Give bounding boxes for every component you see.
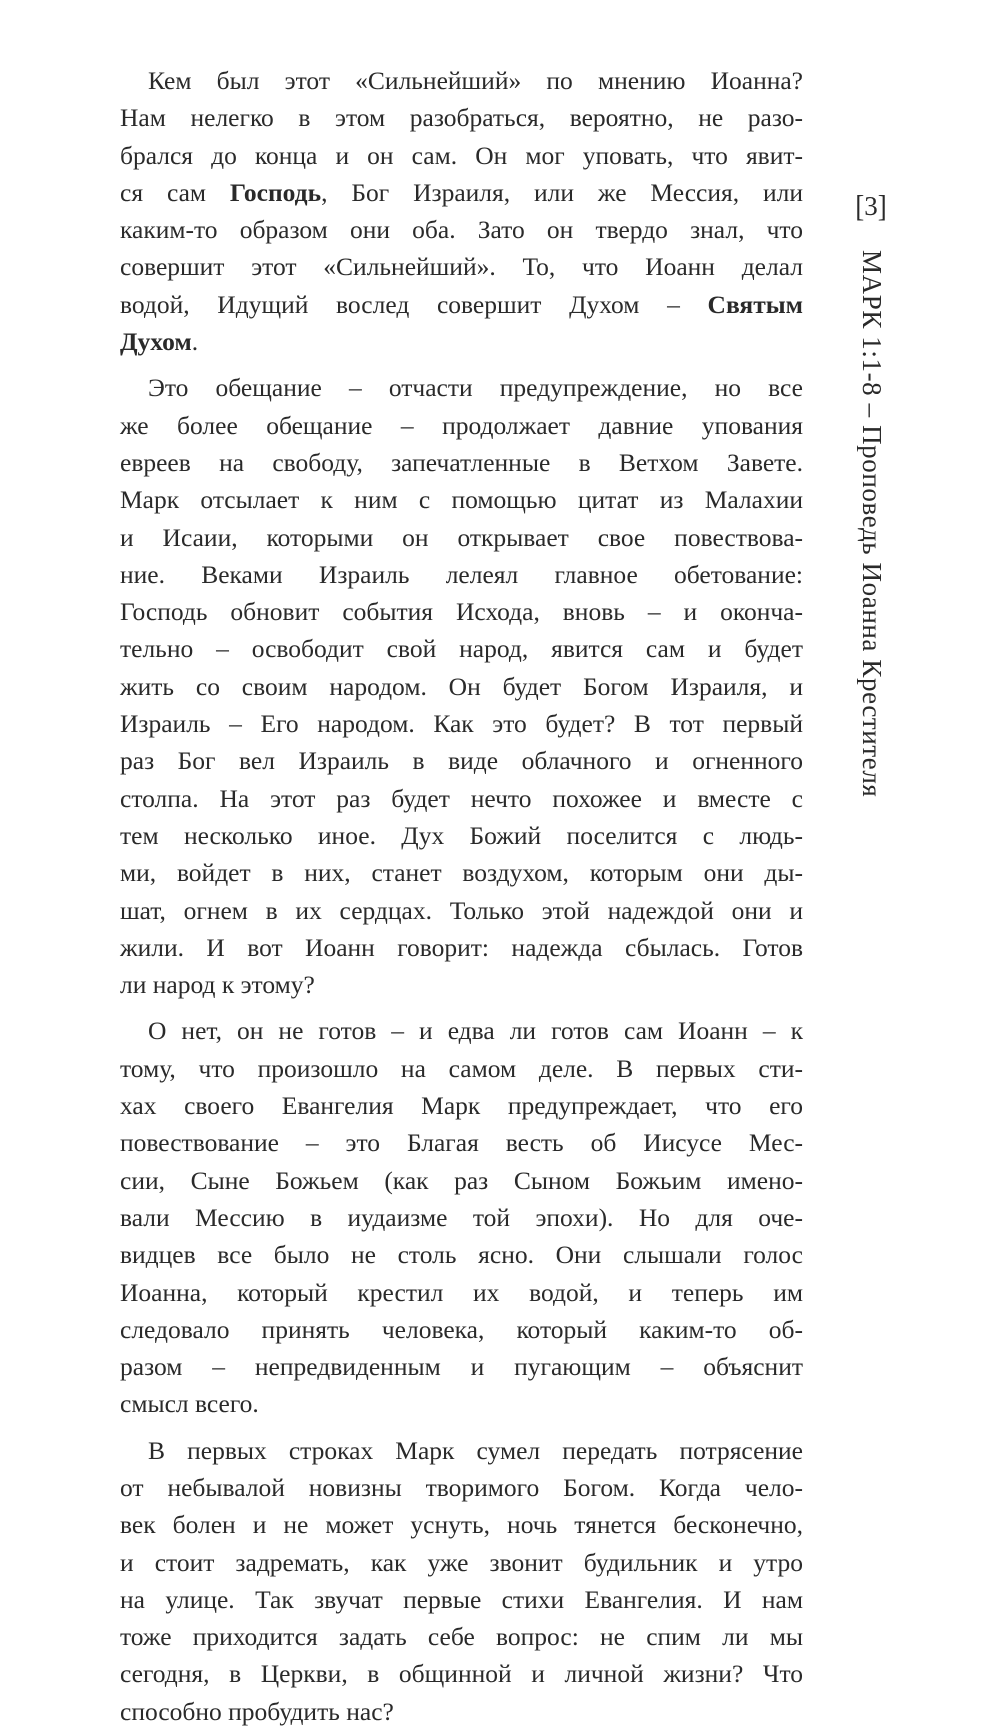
text-line <box>120 1655 803 1692</box>
text-run: О нет, он не готов – и едва ли готов сам Иоанн – к <box>148 1016 803 1046</box>
text-run: каким-то образом они оба. Зато он твердо знал, что <box>120 215 803 245</box>
text-line <box>120 1236 803 1273</box>
text-run: от небывалой новизны творимого Богом. Когда чело- <box>120 1472 803 1502</box>
left-bracket-glyph: [ <box>855 188 865 224</box>
text-line <box>120 444 803 481</box>
text-run: на улице. Так звучат первые стихи Евангелия. И нам <box>120 1584 803 1614</box>
text-run: столпа. На этот раз будет нечто похожее и вместе с <box>120 783 803 813</box>
text-run: ся сам <box>120 177 230 207</box>
text-run: и Исаии, которыми он открывает свое повествова- <box>120 522 803 552</box>
text-line <box>120 1544 803 1581</box>
text-run: шат, огнем в их сердцах. Только этой надеждой они и <box>120 895 803 925</box>
text-run: способно пробудить нас? <box>120 1696 394 1726</box>
text-run: ли народ к этому? <box>120 970 315 1000</box>
text-run: Нам нелегко в этом разобраться, вероятно, не разо- <box>120 103 803 133</box>
text-line <box>120 99 803 136</box>
text-line <box>120 174 803 211</box>
text-run: жить со своим народом. Он будет Богом Израиля, и <box>120 671 803 701</box>
text-line <box>120 892 803 929</box>
text-run: тоже приходится задать себе вопрос: не спим ли мы <box>120 1622 803 1652</box>
text-line <box>120 1581 803 1618</box>
text-line <box>120 323 803 360</box>
text-run: совершит этот «Сильнейший». То, что Иоанн делал <box>120 252 803 282</box>
running-title-vertical: МАРК 1:1-8 – Проповедь Иоанна Крестителя <box>857 250 887 798</box>
text-line <box>120 286 803 323</box>
text-run: вали Мессию в иудаизме той эпохи). Но для оче- <box>120 1202 803 1232</box>
text-line <box>120 1274 803 1311</box>
text-run: ние. Веками Израиль лелеял главное обетование: <box>120 559 803 589</box>
text-line <box>120 1012 803 1049</box>
text-line <box>120 1506 803 1543</box>
text-line <box>120 369 803 406</box>
text-line <box>120 1162 803 1199</box>
text-run: брался до конца и он сам. Он мог уповать, что явит- <box>120 140 803 170</box>
text-line <box>120 407 803 444</box>
bold-text: Духом <box>120 327 192 357</box>
text-run: хах своего Евангелия Марк предупреждает, что его <box>120 1091 803 1121</box>
text-run: Кем был этот «Сильнейший» по мнению Иоанна? <box>148 66 803 95</box>
text-line <box>120 248 803 285</box>
text-line <box>120 780 803 817</box>
text-run: В первых строках Марк сумел передать потрясение <box>148 1435 803 1465</box>
text-run: Иоанна, который крестил их водой, и теперь им <box>120 1277 803 1307</box>
text-line <box>120 1693 803 1730</box>
text-run: Это обещание – отчасти предупреждение, но все <box>148 373 803 403</box>
text-run: видцев все было не столь ясно. Они слышали голос <box>120 1240 803 1270</box>
text-line <box>120 966 803 1003</box>
text-line <box>120 817 803 854</box>
text-line <box>120 1348 803 1385</box>
page-number: 3 <box>864 191 878 221</box>
text-line <box>120 929 803 966</box>
text-line <box>120 519 803 556</box>
text-line <box>120 1199 803 1236</box>
bold-text: Господь <box>229 177 322 207</box>
page-number-marker <box>846 186 896 226</box>
text-line <box>120 705 803 742</box>
text-run: же более обещание – продолжает давние упования <box>120 410 803 440</box>
text-run: повествование – это Благая весть об Иисусе Мес- <box>120 1128 803 1158</box>
text-run: тому, что произошло на самом деле. В первых сти- <box>120 1053 803 1083</box>
text-line <box>120 630 803 667</box>
text-run: тельно – освободит свой народ, явится сам и будет <box>120 634 803 664</box>
text-line <box>120 1432 803 1469</box>
right-bracket-glyph: ] <box>877 188 887 224</box>
text-run: смысл всего. <box>120 1389 259 1419</box>
text-run: раз Бог вел Израиль в виде облачного и огненного <box>120 746 803 776</box>
text-line <box>120 1618 803 1655</box>
text-line <box>120 1311 803 1348</box>
text-line <box>120 481 803 518</box>
text-line <box>120 742 803 779</box>
text-run: Господь обновит события Исхода, вновь – и оконча- <box>120 597 803 627</box>
bold-text: Святым <box>707 289 803 319</box>
text-line <box>120 1385 803 1422</box>
text-run: разом – непредвиденным и пугающим – объяснит <box>120 1352 803 1382</box>
text-run: ми, войдет в них, станет воздухом, которым они ды- <box>120 858 803 888</box>
body-text <box>120 62 803 1730</box>
text-run: век болен и не может уснуть, ночь тянется бесконечно, <box>120 1510 803 1540</box>
text-line <box>120 62 803 99</box>
text-run: следовало принять человека, который каким-то об- <box>120 1314 803 1344</box>
text-line <box>120 593 803 630</box>
text-run: сии, Сыне Божьем (как раз Сыном Божьим имено- <box>120 1165 803 1195</box>
text-line <box>120 854 803 891</box>
text-run: тем несколько иное. Дух Божий поселится с людь- <box>120 820 803 850</box>
text-run: жили. И вот Иоанн говорит: надежда сбылась. Готов <box>120 932 803 962</box>
text-run: евреев на свободу, запечатленные в Ветхом Завете. <box>120 447 803 477</box>
text-line <box>120 1087 803 1124</box>
text-line <box>120 1050 803 1087</box>
text-line <box>120 1124 803 1161</box>
text-line <box>120 556 803 593</box>
text-run: и стоит задремать, как уже звонит будильник и утро <box>120 1547 803 1577</box>
text-run: , Бог Израиля, или же Мессия, или <box>321 177 803 207</box>
text-run: сегодня, в Церкви, в общинной и личной жизни? Что <box>120 1659 803 1689</box>
text-run: Марк отсылает к ним с помощью цитат из Малахии <box>120 485 803 515</box>
text-run: . <box>191 327 199 357</box>
text-line <box>120 668 803 705</box>
text-run: Израиль – Его народом. Как это будет? В тот первый <box>120 709 803 739</box>
text-line <box>120 137 803 174</box>
text-run: водой, Идущий вослед совершит Духом – <box>120 289 708 319</box>
text-line <box>120 211 803 248</box>
